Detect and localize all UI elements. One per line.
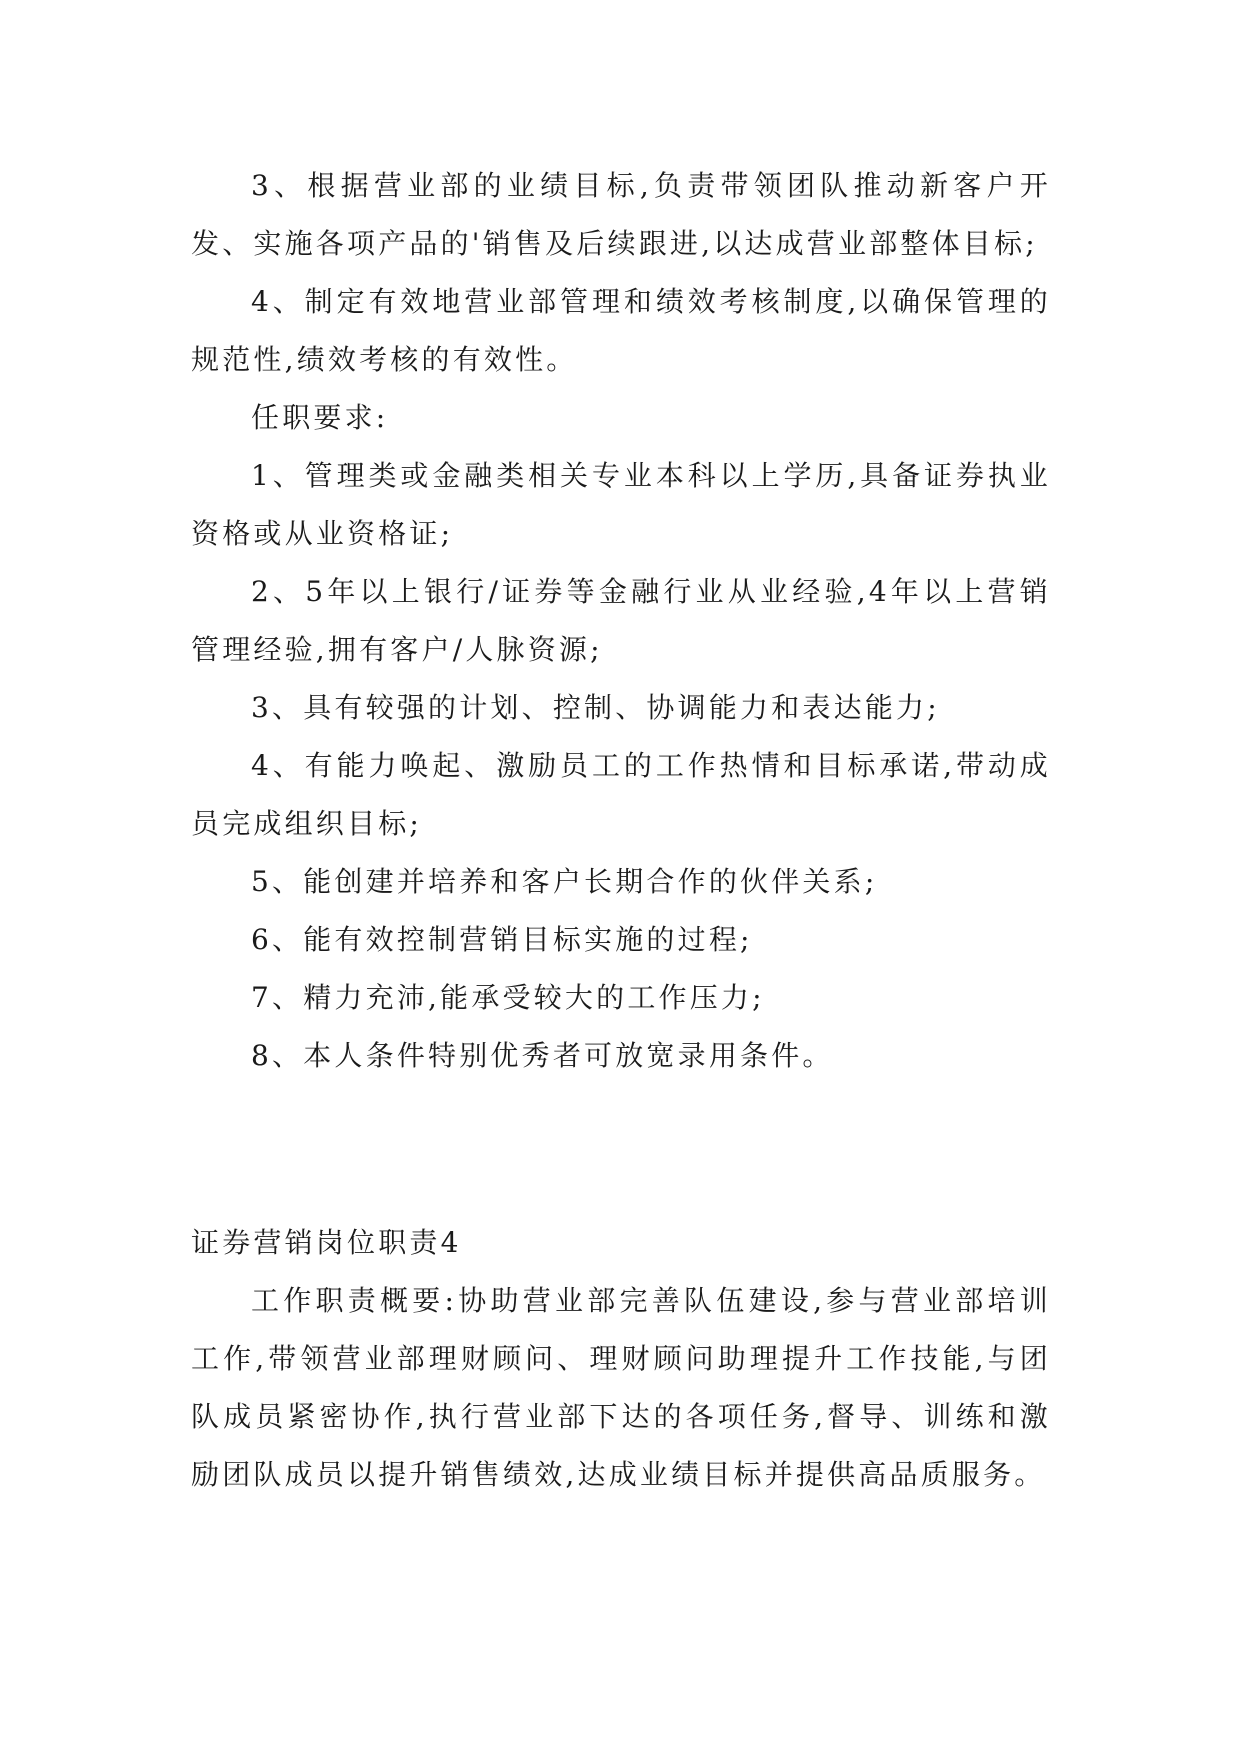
requirement-item-4: 4、有能力唤起、激励员工的工作热情和目标承诺,带动成员完成组织目标; bbox=[191, 749, 1051, 840]
requirement-item-7: 7、精力充沛,能承受较大的工作压力; bbox=[251, 981, 765, 1014]
section-a-body bbox=[191, 157, 1051, 1085]
requirements-heading: 任职要求: bbox=[251, 401, 389, 434]
requirement-item-2: 2、5年以上银行/证券等金融行业从业经验,4年以上营销管理经验,拥有客户/人脉资源; bbox=[191, 575, 1051, 666]
paragraph-item-4: 4、制定有效地营业部管理和绩效考核制度,以确保管理的规范性,绩效考核的有效性。 bbox=[191, 285, 1051, 376]
section-b-heading: 证券营销岗位职责4 bbox=[191, 1226, 462, 1259]
requirement-item-5: 5、能创建并培养和客户长期合作的伙伴关系; bbox=[251, 865, 878, 898]
requirement-item-3: 3、具有较强的计划、控制、协调能力和表达能力; bbox=[251, 691, 940, 724]
requirement-item-1: 1、管理类或金融类相关专业本科以上学历,具备证券执业资格或从业资格证; bbox=[191, 459, 1051, 550]
paragraph-item-3: 3、根据营业部的业绩目标,负责带领团队推动新客户开发、实施各项产品的'销售及后续跟进,以达成营业部整体目标; bbox=[191, 169, 1051, 260]
requirement-item-8: 8、本人条件特别优秀者可放宽录用条件。 bbox=[251, 1039, 834, 1072]
duty-summary-paragraph: 工作职责概要:协助营业部完善队伍建设,参与营业部培训工作,带领营业部理财顾问、理财顾问助理提升工作技能,与团队成员紧密协作,执行营业部下达的各项任务,督导、训练和激励团队成员以提升销售绩效,达成业绩目标并提供高品质服务。 bbox=[191, 1284, 1051, 1491]
section-b-body bbox=[191, 1272, 1051, 1504]
requirement-item-6: 6、能有效控制营销目标实施的过程; bbox=[251, 923, 753, 956]
